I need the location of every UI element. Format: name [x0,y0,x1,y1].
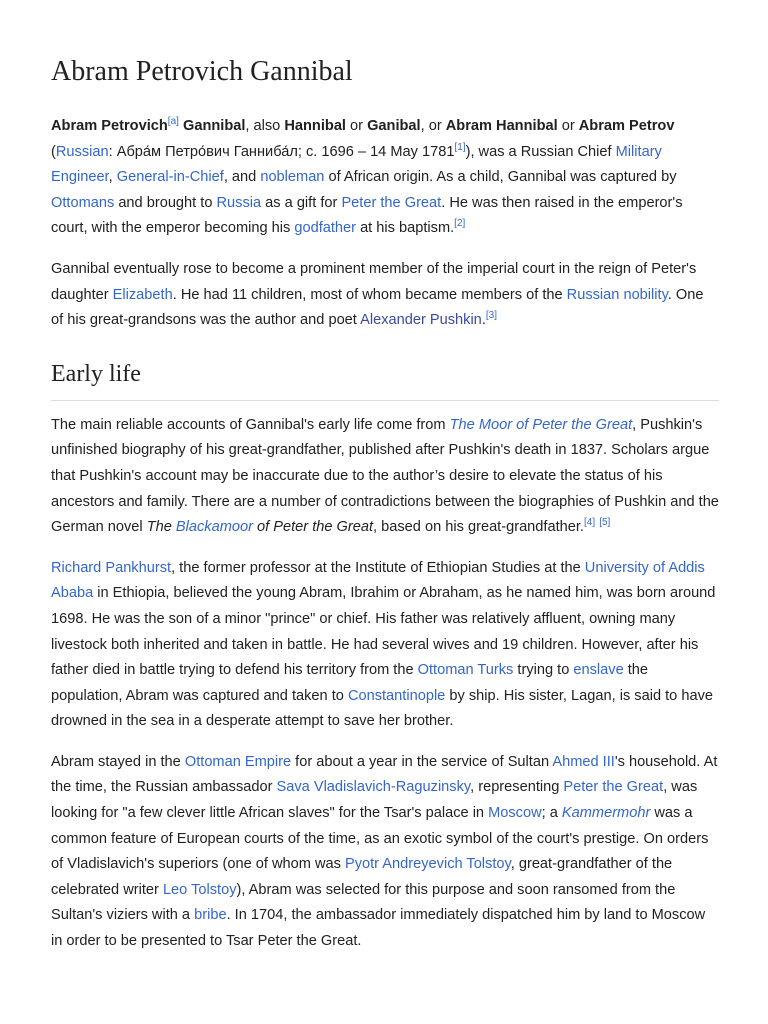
link-sava-vladislavich[interactable]: Sava Vladislavich-Raguzinsky [276,779,471,796]
footnote-3[interactable] [486,310,497,321]
link-university-of-addis-ababa[interactable]: University of Addis Ababa [51,559,705,602]
section-heading-early-life: Early life [51,357,719,401]
link-russia[interactable]: Russia [216,194,262,211]
footnote-1[interactable] [454,142,465,153]
link-constantinople[interactable]: Constantinople [347,687,446,704]
link-peter-the-great[interactable]: Peter the Great [341,194,442,211]
article-body [51,52,719,955]
link-moor-of-peter-the-great[interactable]: The Moor of Peter the Great [449,416,633,433]
link-kammermohr[interactable]: Kammermohr [561,805,651,822]
footnote-4[interactable] [584,517,595,528]
page-title: Abram Petrovich Gannibal [51,56,353,87]
intro-paragraph-1: Abram Petrovich[a] Gannibal, also Hannibal or Ganibal, or Abram Hannibal or Abram Petrov (Russian: Абра́м Петро́вич Ганниба́л; c. 1696 – 14 May 1781[1]), was a Russian Chief Military Engineer, General-in-Chief, and nobleman of African origin. As a child, Gannibal was captured by Ottomans and brought to Russia as a gift for Peter the Great. He was then raised in the emperor's court, with the emperor becoming his godfather at his baptism.[2] [51,116,683,237]
link-russian-language[interactable]: Russian [55,143,109,160]
link-blackamoor[interactable]: Blackamoor [175,519,253,536]
link-ottomans[interactable]: Ottomans [51,194,115,211]
footnote-2[interactable] [454,219,465,230]
link-pyotr-tolstoy[interactable]: Pyotr Andreyevich Tolstoy [344,856,511,873]
link-ahmed-iii[interactable]: Ahmed III [552,753,615,770]
link-richard-pankhurst[interactable]: Richard Pankhurst [51,559,172,576]
intro-paragraph-2: Gannibal eventually rose to become a prominent member of the imperial court in the reign of Peter's daughter Elizabeth. He had 11 children, most of whom became members of the Russian nobility. One of his great-grandsons was the author and poet Alexander Pushkin.[3] [51,260,704,329]
bold-name: Gannibal [182,118,246,134]
early-life-paragraph-1: The main reliable accounts of Gannibal's early life come from The Moor of Peter the Great, Pushkin's unfinished biography of his great-grandfather, published after Pushkin's death in 1837. Scholars argue that Pushkin's account may be inaccurate due to the author’s desire to elevate the status of his ancestors and family. There are a number of contradictions between the biographies of Pushkin and the German novel The Blackamoor of Peter the Great, based on his great-grandfather.[4] [5] [51,416,719,536]
link-bribe[interactable]: bribe [194,907,227,924]
link-moscow[interactable]: Moscow [488,805,542,822]
footnote-5-link[interactable]: [5] [599,517,611,529]
bold-name: Abram Petrov [578,118,675,134]
footnote-3-link[interactable]: [3] [485,310,497,322]
early-life-paragraph-2: Richard Pankhurst, the former professor at the Institute of Ethiopian Studies at the University of Addis Ababa in Ethiopia, believed the young Abram, Ibrahim or Abraham, as he named him, was born around 1698. He was the son of a minor "prince" or chief. His father was relatively affluent, owning many livestock both inherited and taken in battle. He had several wives and 19 children. However, after his father died in battle trying to defend his territory from the Ottoman Turks trying to enslave the population, Abram was captured and taken to Constantinople by ship. His sister, Lagan, is said to have drowned in the sea in a desperate attempt to save her brother. [51,559,716,730]
link-leo-tolstoy[interactable]: Leo Tolstoy [162,881,237,898]
footnote-4-link[interactable]: [4] [584,517,596,529]
footnote-5[interactable] [599,517,610,528]
link-elizabeth[interactable]: Elizabeth [112,286,173,303]
link-alexander-pushkin[interactable]: Alexander Pushkin [360,312,482,329]
bold-name: Hannibal [284,118,346,134]
bold-name: Abram Hannibal [445,118,558,134]
link-russian-nobility[interactable]: Russian nobility [566,286,668,303]
bold-name: Abram Petrovich [51,118,168,134]
footnote-a[interactable] [168,116,179,127]
link-peter-the-great[interactable]: Peter the Great [563,779,664,796]
link-military-engineer[interactable]: Military Engineer [51,143,662,186]
link-nobleman[interactable]: nobleman [260,169,325,186]
footnote-1-link[interactable]: [1] [454,141,466,153]
link-ottoman-turks[interactable]: Ottoman Turks [417,662,514,679]
link-general-in-chief[interactable]: General-in-Chief [116,169,224,186]
link-enslave[interactable]: enslave [573,662,624,679]
early-life-paragraph-3: Abram stayed in the Ottoman Empire for about a year in the service of Sultan Ahmed III's household. At the time, the Russian ambassador Sava Vladislavich-Raguzinsky, representing Peter the Great, was looking for "a few clever little African slaves" for the Tsar's palace in Moscow; a Kammermohr was a common feature of European courts of the time, as an exotic symbol of the court's prestige. On orders of Vladislavich's superiors (one of whom was Pyotr Andreyevich Tolstoy, great-grandfather of the celebrated writer Leo Tolstoy), Abram was selected for this purpose and soon ransomed from the Sultan's viziers with a bribe. In 1704, the ambassador immediately dispatched him by land to Moscow in order to be presented to Tsar Peter the Great. [51,753,718,950]
footnote-a-link[interactable]: [a] [167,116,179,128]
footnote-2-link[interactable]: [2] [454,218,466,230]
bold-name: Ganibal [367,118,421,134]
link-ottoman-empire[interactable]: Ottoman Empire [184,753,292,770]
novel-title: The Blackamoor of Peter the Great [146,519,374,536]
link-godfather[interactable]: godfather [294,220,357,237]
